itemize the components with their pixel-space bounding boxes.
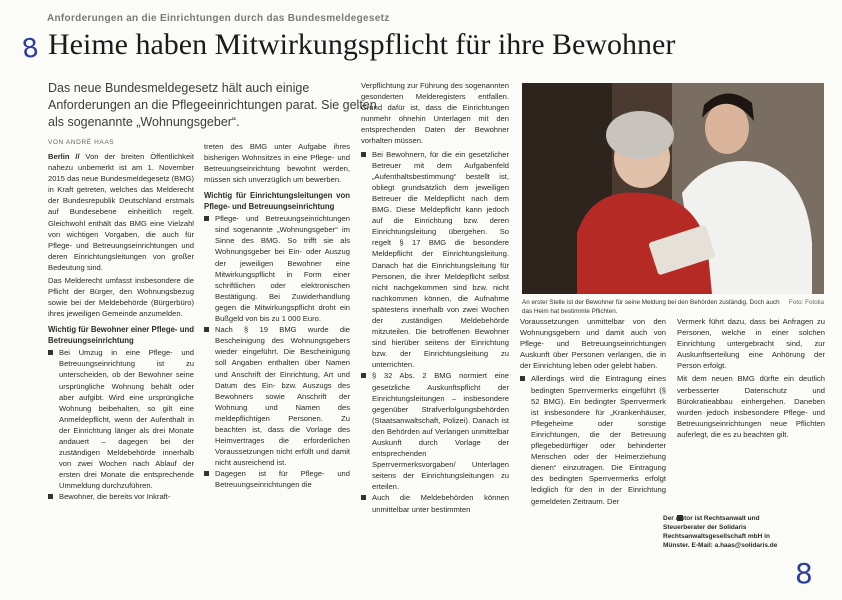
subheading: Wichtig für Bewohner einer Pflege- und Betreuungseinrichtung	[48, 325, 194, 345]
text-column-1	[48, 151, 194, 596]
photo-credit: Foto: Fotolia	[789, 299, 824, 306]
list-item: Pflege- und Betreuungseinrichtungen sind sogenannte „Wohnungsgeber“ im Sinne des BMG. So trifft sie als Wohnungsgeber bei Ein- oder Auszug der jeweiligen Bewohner eine Mitwirkungspflicht in Form einer schriftlichen oder elektronischen Bestätigung. Bei Zuwiderhandlung gegen die Mitwirkungspflicht droht ein Bußgeld von bis zu 1 000 Euro.	[204, 213, 350, 324]
paragraph: Das Melderecht umfasst insbesondere die Pflicht der Bürger, den Wohnungsbezug sowie bei der Meldebehörde (Bürgerbüro) ihres jeweiligen Gemeinde anzumelden.	[48, 276, 194, 319]
paragraph: Verpflichtung zur Führung des sogenannten gesonderten Melderegisters entfallen. Grund dafür ist, dass die Einrichtungen nunmehr ohnehin Unterlagen mit den entsprechenden Daten der Bewohner vorhalten müssen.	[361, 81, 509, 146]
article-photo	[522, 83, 824, 294]
paragraph: Mit dem neuen BMG dürfte ein deutlich verbesserter Datenschutz und Bürokratieabbau einhergehen. Daneben wurden jedoch insbesondere Pflege- und Betreuungseinrichtungen neue Pflichten auferlegt, die es zu beachten gilt.	[677, 374, 825, 439]
list-item: Auch die Meldebehörden können unmittelbar unter bestimmten	[361, 492, 509, 514]
photo-caption	[522, 298, 824, 316]
handwritten-mark-right: 8	[795, 557, 813, 590]
text-column-3	[361, 80, 509, 596]
bullet-list	[361, 149, 509, 515]
bullet-list	[520, 373, 666, 506]
paragraph: treten des BMG unter Aufgabe ihres bisherigen Wohnsitzes in eine Pflege- und Betreuungseinrichtung bewohnt werden, müssen sich unverzüglich um bewerben.	[204, 142, 350, 185]
dateline: Berlin //	[48, 152, 80, 161]
article-kicker: Anforderungen an die Einrichtungen durch das Bundesmeldegesetz	[47, 13, 390, 24]
subheading: Wichtig für Einrichtungsleitungen von Pflege- und Betreuungseinrichtung	[204, 191, 350, 211]
list-item: Bei Umzug in eine Pflege- und Betreuungseinrichtung ist zu unterscheiden, ob der Bewohner seine ursprüngliche Wohnung behält oder aber aufgibt. Wird eine ursprüngliche Wohnung beibehalten, so gilt eine Anmeldepflicht, wenn der Aufenthalt in der Einrichtung länger als drei Monate andauert – dagegen bei der zuständigen Meldebehörde innerhalb von zwei Wochen nach Ablauf der ersten drei Monate die entsprechende Ummeldung durchzuführen.	[48, 347, 194, 491]
bullet-list	[204, 213, 350, 490]
list-item: Bei Bewohnern, für die ein gesetzlicher Betreuer mit dem Aufgabenfeld „Aufenthaltsbestimmung“ bestellt ist, obliegt grundsätzlich dem jeweiligen Betreuer die Meldepflicht nach dem BMG. Diese Meldepflicht kann jedoch auf die Einrichtung bzw. deren Einrichtungsleitung übergehen. So regelt § 17 BMG die besondere Meldepflicht der Einrichtungsleitung. Danach hat die Einrichtungsleitung für Personen, die ihrer Meldepflicht selbst nicht nachgekommen sind bzw. nicht nachkommen können, die Aufnahme spätestens innerhalb von zwei Wochen der zuständigen Meldebehörde mitzuteilen. Die betroffenen Bewohner sind hierüber seitens der Einrichtung bzw. der Einrichtungsleitung zu unterrichten.	[361, 149, 509, 371]
author-note: Der Autor ist Rechtsanwalt und Steuerberater der Solidaris Rechtsanwaltsgesellschaft mbH in Münster. E-Mail: a.haas@solidaris.de	[663, 515, 778, 549]
text-column-5	[677, 316, 825, 506]
caption-text: An erster Stelle ist der Bewohner für seine Meldung bei den Behörden zuständig. Doch auch das Heim hat bestimmte Pflichten.	[522, 299, 780, 315]
article-byline: VON ANDRÉ HAAS	[48, 139, 115, 146]
paragraph-text: Von der breiten Öffentlichkeit nahezu unbemerkt ist am 1. November 2015 das neue Bundesmeldegesetz (BMG) in Kraft getreten, welches das Melderecht der Bundesrepublik Deutschland erstmals auf Bundesebene einheitlich regelt. Gleichwohl enthält das BMG eine Vielzahl von wichtigen Vorgaben, die auch für Pflege- und Betreuungseinrichtungen und deren Einrichtungsleitungen von großer Bedeutung sind.	[48, 152, 194, 272]
bullet-list	[48, 347, 194, 502]
list-item: Allerdings wird die Eintragung eines bedingten Sperrvermerks eingeführt (§ 52 BMG). Ein bedingter Sperrvermerk ist insbesondere für „Krankenhäuser, Pflegeheime oder sonstige Einrichtungen, die der Betreuung pflegebedürftiger oder behinderter Menschen oder der Heimerziehung dienen“ einzutragen. Die Eintragung des bedingten Sperrvermerks erfolgt lediglich für den in der Einrichtung gemeldeten Zeitraum. Der	[520, 373, 666, 506]
list-item: Dagegen ist für Pflege- und Betreuungseinrichtungen die	[204, 468, 350, 490]
article-headline: Heime haben Mitwirkungspflicht für ihre Bewohner	[48, 28, 676, 61]
paragraph: Voraussetzungen unmittelbar von den Wohnungsgebern und damit auch von Pflege- und Betreuungseinrichtungen Auskunft über Personen verlangen, die in der Einrichtung leben oder gelebt haben.	[520, 317, 666, 371]
text-column-2	[204, 141, 350, 596]
article-lead: Das neue Bundesmeldegesetz hält auch einige Anforderungen an die Pflegeeinrichtungen parat. Sie gelten als sogenannte „Wohnungsgeber“.	[48, 81, 377, 129]
list-item: Nach § 19 BMG wurde die Bescheinigung des Wohnungsgebers wieder eingeführt. Die Bescheinigung soll Angaben enthalten über Namen und Anschrift der Einrichtung, Art und Datum des Ein- bzw. Auszugs des Bewohners sowie Anschrift der Wohnung und Namen des meldepflichtigen Personen. Zu beachten ist, dass die Vorlage des Heimvertrages die erforderlichen Voraussetzungen nicht erfüllt und damit nicht ausreichend ist.	[204, 324, 350, 468]
text-column-4	[520, 316, 666, 596]
list-item: § 32 Abs. 2 BMG normiert eine gesetzliche Auskunftspflicht der Einrichtungsleitungen – insbesondere gegenüber Strafverfolgungsbehörden (Staatsanwaltschaft, Polizei). Danach ist den Behörden auf Verlangen unmittelbar Auskunft durch Vorlage der entsprechenden Sperrvermerksvorgaben/ Unterlagen seitens der Einrichtungsleitungen zu erteilen.	[361, 370, 509, 492]
photo-illustration	[522, 83, 824, 294]
handwritten-mark-left: 8	[19, 32, 41, 66]
paragraph	[48, 151, 194, 273]
list-item: Bewohner, die bereits vor Inkraft-	[48, 491, 194, 502]
paragraph: Vermerk führt dazu, dass bei Anfragen zu Personen, welche in einer solchen Einrichtung untergebracht sind, zur Auskunftserteilung eine Anhörung der Person erfolgt.	[677, 317, 825, 371]
